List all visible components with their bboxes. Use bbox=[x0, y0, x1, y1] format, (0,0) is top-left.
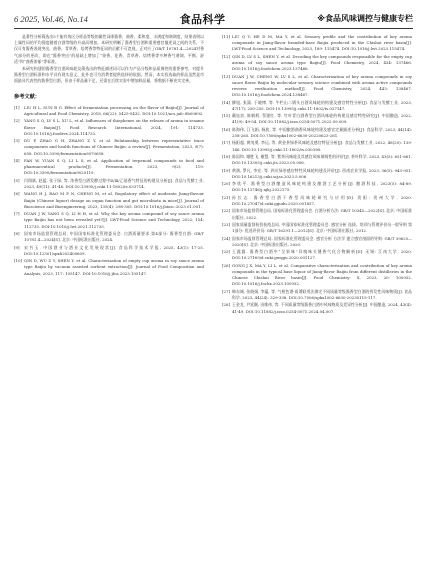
reference-number: [17] bbox=[222, 140, 230, 146]
reference-item bbox=[222, 208, 412, 220]
reference-number: [19] bbox=[222, 167, 230, 173]
body-paragraph: 是著性分析筛选出5个能有效区分样品等级的属性词即酱香、曲香、柔和度、丰满度和谐调度，结果表明以上属性词的平均强度随着白酒等级的升高而增加。本研究明晰了酱香型白酒和重要感官描述词之间的关系，不仅可有酱香表现突出，曲香、青草香、焙烤香等特征词的贡献不可忽视，正对应了GB/T 10781.4—2024对香气部分的更改，即在“酱香突出”的基础上增加了“果香、花香、青草香、焙烤香等多种香气谐调、平衡、舒适”和“曲香浓郁”等标准。 bbox=[14, 34, 204, 64]
reference-item bbox=[14, 158, 204, 177]
reference-number: [26] bbox=[222, 262, 230, 268]
reference-item bbox=[14, 211, 204, 230]
reference-number: [13] bbox=[222, 73, 230, 79]
reference-text: 国家市场监督管理总局, 国家标准化管理委员会. 白酒分析方法: GB/T 10345—2022[S]. 北京: 中国标准出版社, 2022. bbox=[232, 208, 412, 220]
reference-number: [9] bbox=[14, 244, 20, 250]
references-heading: 参考文献： bbox=[14, 93, 40, 100]
reference-number: [24] bbox=[222, 235, 230, 241]
reference-text: 孙长志. 酱香型白酒干香型风味轮研究与应用[D]. 贵阳: 贵州大学, 2020. DOI:10.27047/d.cnki.ggudu.2020.001857. bbox=[232, 194, 412, 206]
reference-list-right bbox=[222, 34, 412, 315]
reference-number: [14] bbox=[222, 99, 230, 105]
journal-title: 食品科学 bbox=[179, 12, 226, 26]
reference-text: 王金龙, 尹延顺, 田维伟, 等. 不同质量等级酱香白酒中风味物质及差异性分析[J]. 中国酿造, 2024, 43(4): 41-49. DOI:10.11882/j.issn.0254-5071.2024.04.007. bbox=[232, 302, 412, 314]
reference-number: [25] bbox=[222, 249, 230, 255]
reference-text: WANG H J, RAO M P N, CHENG M, et al. Regulatory effect of moderate Jiang-flavour Baijiu (Chinese liquor) dosage on organ function and gut microbiota in mice[J]. Journal of Bioscience and Bioengineering, 2023, 135(4): 298-305. DOI:10.1016/j.jbiosc.2023.01.001. bbox=[24, 191, 204, 209]
reference-number: [22] bbox=[222, 208, 230, 214]
reference-text: 陈海伟, 江飞娟, 杨波, 等. 中国酿酒曲香风味轮构建及感官定量描述分析[J]. 食品科学, 2023, 44(14): 258-265. DOI:10.7506/spkx1002-6630-20220623-261. bbox=[232, 126, 412, 138]
reference-number: [2] bbox=[14, 118, 20, 124]
reference-text: DUAN J W, YANG S Q, LI H H, et al. Why the key aroma compound of soy sauce aroma type Baijiu has not been revealed yet?[J]. LWT-Food Science and Technology, 2022, 154: 112735. DOI:10.1016/j.lwt.2021.112735. bbox=[24, 211, 204, 229]
reference-text: DU P, ZHAO G H, ZHANG Z Y, et al. Relationship between representative trace components and health functions of Chinese Baijiu: a review[J]. Fermentation, 2023, 9(7): 658. DOI:10.3390/fermentation9070658. bbox=[24, 138, 204, 156]
reference-number: [1] bbox=[14, 104, 20, 110]
reference-number: [5] bbox=[14, 177, 20, 183]
reference-number: [7] bbox=[14, 211, 20, 217]
reference-text: 国家市场监督管理总局, 国家标准化管理委员会. 感官分析 方法学 建立感官剖面的导则: GB/T 39625—2020[S]. 北京: 中国标准出版社, 2020. bbox=[232, 235, 412, 247]
reference-item bbox=[14, 231, 204, 243]
reference-text: DUAN J W, CHENG W, LV S L, et al. Characterization of key aroma compounds in soy sauce flavor Baijiu by molecular sensory science combined with aroma active compounds reverse verification method[J]. Food Chemistry, 2024, 443: 138467. DOI:10.1016/j.foodchem.2024.138467. bbox=[232, 73, 412, 98]
reference-text: 陈国和, 谢胜飞, 谢慧, 等. 紫茶风味轮及其感官风味谐调性的评价[J]. 茶叶科学, 2023, 43(5): 651-661. DOI:10.13305/j.cnki.jts.2023.05.006. bbox=[232, 153, 412, 166]
reference-number: [21] bbox=[222, 194, 230, 200]
reference-number: [12] bbox=[222, 53, 230, 59]
reference-text: 黄满, 罗凡, 李宏, 等. 四川绿茶感官特性风味轮构建及评价[J]. 西南农业学报, 2023, 36(5): 943-951. DOI:10.16213/j.cnki.scjas.2023.5.006. bbox=[232, 167, 412, 179]
running-header bbox=[14, 11, 413, 26]
reference-text: YANG S Q, LV S L, XU L, et al. Influences of thiophenes on the release of aroma in sesame flavor Baijiu[J]. Food Research International, 2024, 191: 114733. DOI:10.1016/j.foodres.2024.114733. bbox=[24, 118, 204, 136]
reference-number: [23] bbox=[222, 221, 230, 227]
reference-text: 闫翔斌, 赵猛, 张子绿, 等. 浓香型白酒发酵过程中Ⅱ/Ⅲ/乙基香气特征的构建及分析[J]. 食品与发酵工业, 2023, 49(11): 41-46. DOI:10.13995/j.cnki.11-1802/ts.033714. bbox=[24, 177, 204, 190]
reference-text: 韩东城, 张晓娟, 李蕴, 等. 气相色谱-质谱联用法测定不同质量等级酱香型白酒的挥发性风味物质[J]. 食品科学, 2023, 44(24): 329-338. DOI:10.7506/spkx1002-6630-20230115-117. bbox=[232, 288, 412, 300]
reference-item bbox=[14, 105, 204, 117]
reference-text: 李欣平. 酱香型白酒酿造风味轮构建及酿酒工艺分析[J]. 酿酒科技, 2023(5): 84-89. DOI:10.13746/j.njkj.2022175. bbox=[232, 181, 412, 193]
reference-item bbox=[222, 236, 412, 248]
reference-item bbox=[222, 289, 412, 301]
header-rule bbox=[14, 28, 413, 29]
reference-text: 国家质量监督检验检疫总局, 中国国家标准化管理委员会. 感官分析 选拔、培训与管理评价员一般导则 第1部分: 优选评价员: GB/T 16291.1—2012[S]. 北京: 中国标准出版社, 2012. bbox=[232, 221, 412, 234]
reference-number: [8] bbox=[14, 231, 20, 236]
reference-number: [27] bbox=[222, 288, 230, 294]
reference-text: 杨阳超, 黄纯勇, 李运, 等. 黄金茶绿茶风味轮及感官特征分析[J]. 食品与发酵工业, 2022, 48(20): 139-146. DOI:10.13995/j.cnki.11-1802/ts.030396. bbox=[232, 140, 412, 152]
reference-number: [4] bbox=[14, 158, 20, 164]
reference-item bbox=[222, 127, 412, 139]
right-column bbox=[222, 34, 412, 316]
reference-item bbox=[222, 302, 412, 314]
reference-text: 戴钰宸, 陈朝炳, 蔡建红, 等. 竹叶青白酒香型白酒风味轮的构建及感官特性研究[J]. 中国酿造, 2022, 41(9): 49-54. DOI:10.11882/j.issn.0254-5071.2022.09.009. bbox=[232, 113, 412, 125]
reference-text: GONG J X, MA Y, LI L, et al. Comparative characterization and contribution of key aroma compounds in the typical base liquor of Jiang-flavor Baijiu from different distilleries in the Chinese Chishui River basin[J]. Food Chemistry: X, 2023, 20: 100932. DOI:10.1016/j.fochx.2023.100932. bbox=[232, 262, 412, 287]
body-paragraph: 本研究构建的酱香型白酒风味轮及筛选出的特征描述词可以作为产品分级和品质调控的重要参考，对提升酱香型白酒标准和水平具有现实意义，此外也可为消费者提供选择的依据。然而，本实验选取的样品虽然是市面最具代表性的酱香型白酒，但由于样品量不足，还需在后续实验中增加样品量，将数据不断充实完善。 bbox=[14, 66, 204, 84]
reference-text: LIU H L, SUN B G. Effect of fermentation processing on the flavor of Baijiu[J]. Journal of Agricultural and Food Chemistry, 2018, 66(22): 5425-5432. DOI:10.1021/acs.jafc.8b00692. bbox=[24, 104, 204, 117]
reference-item bbox=[222, 222, 412, 234]
reference-list-left bbox=[14, 105, 204, 277]
reference-item bbox=[14, 245, 204, 257]
reference-text: FAN W, YUAN S Q, LI L S, et al. Application of terpenoid compounds in food and pharmaceutical products[J]. Fermentation, 2023, 9(2): 119. DOI:10.3390/fermentation9020119. bbox=[24, 158, 204, 176]
reference-text: 王露露. 酱香型白酒中“呈果味”异嗅味关键香气化合物解析[D]. 无锡: 江南大学, 2020. DOI:10.27169/d.cnki.gwqgu.2020.001127. bbox=[232, 249, 412, 261]
reference-item bbox=[222, 195, 412, 207]
reference-item bbox=[14, 118, 204, 137]
reference-text: QIN D, WU Z Y, SHEN Y, et al. Characterization of empty cup aroma in soy sauce aroma type Baijiu by vacuum assisted sorbent extraction[J]. Journal of Food Composition and Analysis, 2023, 117: 105147. DOI:10.1016/j.jfca.2023.105147. bbox=[24, 258, 204, 276]
reference-item bbox=[222, 100, 412, 112]
reference-item bbox=[222, 249, 412, 261]
reference-item bbox=[222, 54, 412, 73]
reference-item bbox=[222, 34, 412, 53]
reference-item bbox=[222, 74, 412, 99]
reference-item bbox=[14, 191, 204, 210]
reference-item bbox=[222, 263, 412, 288]
reference-number: [16] bbox=[222, 126, 230, 132]
reference-item bbox=[222, 154, 412, 166]
page-info: 6 2025, Vol.46, No.14 bbox=[14, 13, 88, 24]
reference-item bbox=[222, 168, 412, 180]
reference-number: [20] bbox=[222, 181, 230, 187]
reference-item bbox=[222, 140, 412, 152]
reference-text: QIN D, LV S L, SHEN Y, et al. Decoding the key compounds responsible for the empty cup aroma of soy sauce aroma type Baijiu[J]. Food Chemistry, 2024, 434: 137466. DOI:10.1016/j.foodchem.2023.137466. bbox=[232, 53, 412, 72]
reference-number: [6] bbox=[14, 191, 20, 197]
left-column bbox=[14, 34, 204, 278]
reference-text: 宋书玉. 中国酒业与酒业文化发展现状[J]. 食品科学技术学报, 2025, 43(1): 17-25. DOI:10.12301/spxb202400609. bbox=[24, 244, 204, 256]
reference-item bbox=[14, 258, 204, 277]
reference-number: [28] bbox=[222, 302, 230, 308]
reference-text: 柳旭, 张潇, 于晓博, 等. 牛栏山二锅头白酒风味轮的构建及感官特性分析[J]. 食品与发酵工业, 2023, 47(17): 250-255. DOI:10.13995/j.cnki.11-1802/ts.027147. bbox=[232, 99, 412, 111]
reference-number: [15] bbox=[222, 113, 230, 119]
reference-number: [10] bbox=[14, 258, 22, 264]
reference-item bbox=[222, 113, 412, 125]
reference-item bbox=[14, 178, 204, 190]
reference-number: [18] bbox=[222, 153, 230, 159]
column-title: ※食品风味调控与健康专栏 bbox=[317, 14, 413, 23]
reference-text: 国家市场监督管理总局, 中国国家标准化管理委员会. 白酒质量要求 第4部分: 酱香型白酒: GB/T 10781.4—2024[S]. 北京: 中国标准出版社, 2024. bbox=[24, 231, 204, 243]
reference-number: [11] bbox=[222, 34, 230, 39]
reference-item bbox=[14, 138, 204, 157]
reference-item bbox=[222, 181, 412, 193]
reference-number: [3] bbox=[14, 138, 20, 144]
reference-text: LIU Q Y, HE D M, MA Y, et al. Sensory profile and the contribution of key aroma compounds in Jiang-flavor branded-base Baijiu produced in the Chishui river basin[J]. LWT-Food Science and Technology, 2023, 189: 115474. DOI:10.1016/j.lwt.2023.115474. bbox=[232, 34, 412, 52]
